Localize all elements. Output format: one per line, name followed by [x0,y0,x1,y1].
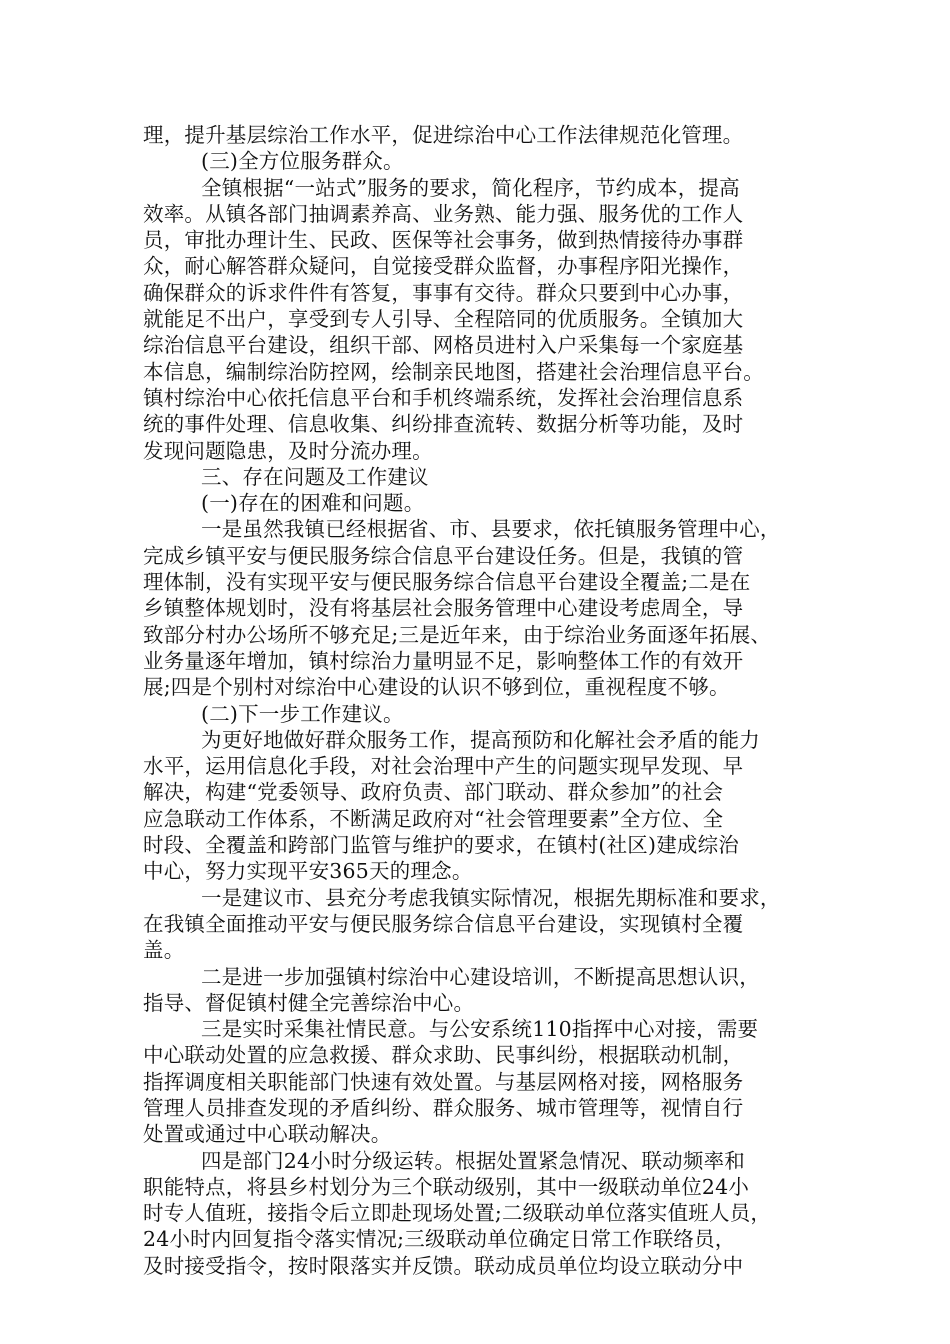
text-line: 本信息，编制综治防控网，绘制亲民地图，搭建社会治理信息平台。 [143,359,764,384]
text-line: 中心，努力实现平安365天的理念。 [143,859,473,884]
text-line: 理，提升基层综治工作水平，促进综治中心工作法律规范化管理。 [143,123,744,147]
text-line: 镇村综治中心依托信息平台和手机终端系统，发挥社会治理信息系 [143,385,744,410]
paragraph-first-line: 三是实时采集社情民意。与公安系统110指挥中心对接，需要 [201,1017,759,1042]
text-line: 管理人员排查发现的矛盾纠纷、群众服务、城市管理等，视情自行 [143,1095,744,1120]
text-line: 指导、督促镇村健全完善综治中心。 [143,990,475,1015]
paragraph-first-line: 全镇根据“一站式”服务的要求，简化程序，节约成本，提高 [201,175,740,200]
paragraph-first-line: 四是部门24小时分级运转。根据处置紧急情况、联动频率和 [201,1148,745,1173]
text-line: 业务量逐年增加，镇村综治力量明显不足，影响整体工作的有效开 [143,648,744,673]
text-line: 理体制，没有实现平安与便民服务综合信息平台建设全覆盖;二是在 [143,570,751,595]
text-line: 在我镇全面推动平安与便民服务综合信息平台建设，实现镇村全覆 [143,911,744,936]
paragraph-first-line: (三)全方位服务群众。 [201,149,404,174]
text-line: 中心联动处置的应急救援、群众求助、民事纠纷，根据联动机制， [143,1043,744,1068]
text-line: 处置或通过中心联动解决。 [143,1122,392,1147]
text-line: 水平，运用信息化手段，对社会治理中产生的问题实现早发现、早 [143,754,744,779]
text-line: 时专人值班，接指令后立即赴现场处置;二级联动单位落实值班人员， [143,1201,772,1226]
text-line: 及时接受指令，按时限落实并反馈。联动成员单位均设立联动分中 [143,1253,744,1278]
text-line: 就能足不出户，享受到专人引导、全程陪同的优质服务。全镇加大 [143,307,744,332]
text-line: 员，审批办理计生、民政、医保等社会事务，做到热情接待办事群 [143,228,744,253]
paragraph-first-line: 三、存在问题及工作建议 [201,464,429,489]
text-line: 盖。 [143,938,185,963]
paragraph-first-line: (二)下一步工作建议。 [201,701,404,726]
paragraph-first-line: 一是建议市、县充分考虑我镇实际情况，根据先期标准和要求， [201,885,781,910]
document-body [143,122,813,1279]
text-line: 职能特点，将县乡村划分为三个联动级别，其中一级联动单位24小 [143,1174,750,1199]
text-line: 乡镇整体规划时，没有将基层社会服务管理中心建设考虑周全，导 [143,596,744,621]
text-line: 解决，构建“党委领导、政府负责、部门联动、群众参加”的社会 [143,780,724,805]
text-line: 时段、全覆盖和跨部门监管与维护的要求，在镇村(社区)建成综治 [143,833,739,858]
text-line: 展;四是个别村对综治中心建设的认识不够到位，重视程度不够。 [143,675,730,700]
paragraph-first-line: 一是虽然我镇已经根据省、市、县要求，依托镇服务管理中心， [201,517,781,542]
text-line: 指挥调度相关职能部门快速有效处置。与基层网格对接，网格服务 [143,1069,744,1094]
paragraph-first-line: 为更好地做好群众服务工作，提高预防和化解社会矛盾的能力 [201,727,760,752]
text-line: 综治信息平台建设，组织干部、网格员进村入户采集每一个家庭基 [143,333,744,358]
paragraph-first-line: (一)存在的困难和问题。 [201,491,425,516]
text-line: 统的事件处理、信息收集、纠纷排查流转、数据分析等功能，及时 [143,412,744,437]
text-line: 24小时内回复指令落实情况;三级联动单位确定日常工作联络员， [143,1227,736,1252]
text-line: 发现问题隐患，及时分流办理。 [143,438,433,463]
text-line: 应急联动工作体系，不断满足政府对“社会管理要素”全方位、全 [143,806,724,831]
text-line: 完成乡镇平安与便民服务综合信息平台建设任务。但是，我镇的管 [143,543,744,568]
text-line: 致部分村办公场所不够充足;三是近年来，由于综治业务面逐年拓展、 [143,622,772,647]
text-line: 确保群众的诉求件件有答复，事事有交待。群众只要到中心办事， [143,280,744,305]
text-line: 众，耐心解答群众疑问，自觉接受群众监督，办事程序阳光操作， [143,254,744,279]
paragraph-first-line: 二是进一步加强镇村综治中心建设培训，不断提高思想认识， [201,964,760,989]
text-line: 效率。从镇各部门抽调素养高、业务熟、能力强、服务优的工作人 [143,201,744,226]
